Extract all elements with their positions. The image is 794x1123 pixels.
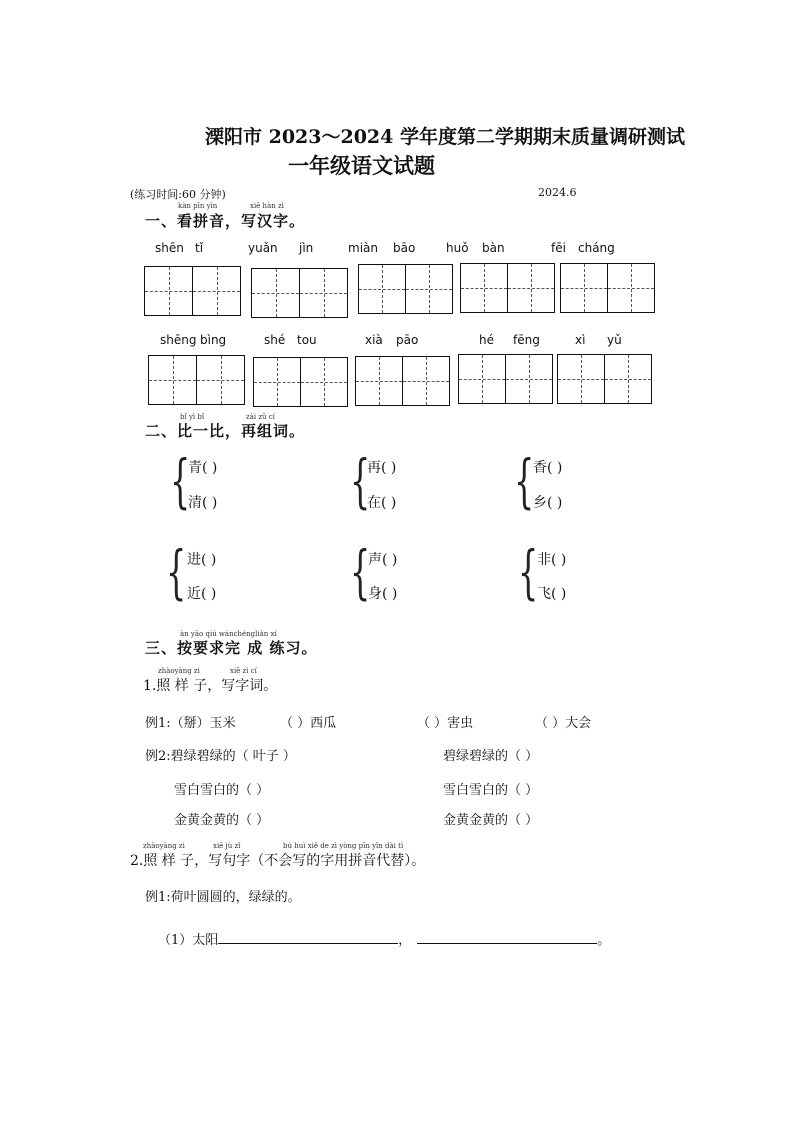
writing-cell[interactable] (403, 357, 449, 405)
q2-item-1 (158, 929, 610, 948)
section3-heading: 三、按要求完 成 练习。 (145, 639, 318, 657)
q1-ruby-1: zhàoyàng zi (158, 667, 200, 675)
writing-cell[interactable] (558, 355, 605, 403)
pinyin-6b: bìng (200, 333, 227, 347)
q2-comma: ， (398, 933, 412, 948)
pinyin-6a: shēng (160, 333, 197, 347)
time-note: (练习时间:60 分钟) (130, 188, 226, 201)
q1-example2-right-3: 金黄金黄的（ ） (443, 813, 539, 828)
q2-ruby-1: zhàoyàng zi (143, 842, 185, 850)
compare-item-2b: 在( ) (367, 495, 397, 511)
exam-subtitle: 一年级语文试题 (288, 153, 435, 178)
section2-heading: 二、比一比，再组词。 (145, 422, 306, 440)
writing-cell[interactable] (461, 264, 508, 312)
pinyin-5a: fēi (551, 241, 566, 255)
section2-ruby-2: zài zǔ cí (246, 413, 275, 421)
pinyin-7a: shé (264, 333, 286, 347)
pinyin-9a: hé (479, 333, 494, 347)
writing-cell[interactable] (561, 264, 608, 312)
section1-heading: 一、看拼音，写汉字。 (145, 212, 306, 230)
q1-example2-left-2: 雪白雪白的（ ） (174, 783, 270, 798)
writing-cell[interactable] (356, 357, 403, 405)
pinyin-5b: cháng (578, 241, 615, 255)
q1-example2-left-3: 金黄金黄的（ ） (174, 813, 270, 828)
answer-line-2[interactable] (417, 943, 597, 944)
q1-example1-d: （ ）大会 (535, 716, 592, 731)
pinyin-2a: yuǎn (248, 241, 278, 255)
q1-example1-c: （ ）害虫 (417, 716, 474, 731)
brace-icon: { (166, 538, 187, 606)
writing-cell[interactable] (252, 269, 300, 317)
pinyin-8a: xià (365, 333, 383, 347)
compare-item-1a: 青( ) (188, 460, 218, 476)
section1-ruby-2: xiě hàn zì (250, 202, 284, 210)
writing-cell[interactable] (459, 355, 506, 403)
q1-example1-b: （ ）西瓜 (280, 716, 337, 731)
q1-ruby-2: xiě zì cí (230, 667, 257, 675)
writing-cell[interactable] (300, 269, 347, 317)
brace-icon: { (350, 447, 371, 515)
writing-cell[interactable] (149, 356, 197, 404)
writing-grid-10[interactable] (557, 354, 652, 404)
writing-cell[interactable] (301, 358, 347, 406)
writing-grid-5[interactable] (560, 263, 655, 313)
pinyin-4b: bàn (482, 241, 505, 255)
writing-grid-1[interactable] (144, 266, 241, 316)
compare-item-1b: 清( ) (188, 495, 218, 511)
writing-cell[interactable] (506, 355, 552, 403)
q1-example2-right-2: 雪白雪白的（ ） (443, 783, 539, 798)
brace-icon: { (170, 447, 191, 515)
brace-icon: { (518, 538, 539, 606)
writing-cell[interactable] (508, 264, 554, 312)
writing-grid-9[interactable] (458, 354, 553, 404)
compare-item-5b: 身( ) (368, 586, 398, 602)
writing-cell[interactable] (193, 267, 240, 315)
answer-line-1[interactable] (218, 943, 398, 944)
section3-ruby: àn yāo qiú wánchéngliàn xí (180, 630, 277, 638)
pinyin-8b: pāo (396, 333, 419, 347)
q2-label: 2.照 样 子，写句字（不会写的字用拼音代替）。 (130, 853, 426, 869)
pinyin-3b: bāo (393, 241, 416, 255)
writing-cell[interactable] (406, 265, 452, 313)
section2-ruby-1: bǐ yì bǐ (180, 413, 205, 421)
brace-icon: { (514, 447, 535, 515)
writing-grid-7[interactable] (253, 357, 348, 407)
pinyin-3a: miàn (348, 241, 378, 255)
writing-cell[interactable] (254, 358, 301, 406)
compare-item-4b: 近( ) (187, 586, 217, 602)
writing-grid-8[interactable] (355, 356, 450, 406)
section1-ruby-1: kàn pīn yīn (178, 202, 218, 210)
writing-grid-2[interactable] (251, 268, 348, 318)
pinyin-10a: xì (575, 333, 586, 347)
q1-example2-right-1: 碧绿碧绿的（ ） (443, 749, 539, 764)
q2-item-prefix: （1）太阳 (158, 933, 219, 948)
writing-cell[interactable] (145, 267, 193, 315)
pinyin-2b: jìn (299, 241, 314, 255)
writing-grid-6[interactable] (148, 355, 245, 405)
pinyin-7b: tou (297, 333, 317, 347)
q2-ruby-2: xiě jù zǐ (213, 842, 241, 850)
q1-example1-a: 例1:（掰）玉米 (145, 716, 236, 731)
exam-title: 溧阳市 2023～2024 学年度第二学期期末质量调研测试 (205, 126, 685, 148)
writing-grid-4[interactable] (460, 263, 555, 313)
pinyin-9b: fēng (513, 333, 540, 347)
compare-item-6b: 飞( ) (537, 586, 567, 602)
writing-cell[interactable] (197, 356, 244, 404)
compare-item-2a: 再( ) (367, 460, 397, 476)
q2-ruby-3: bú huì xiě de zì yòng pīn yīn dài tì (283, 842, 404, 850)
pinyin-10b: yǔ (607, 333, 622, 347)
compare-item-3a: 香( ) (533, 460, 563, 476)
q2-end: 。 (597, 933, 611, 948)
writing-cell[interactable] (605, 355, 651, 403)
compare-item-5a: 声( ) (368, 552, 398, 568)
q1-label: 1.照 样 子，写字词。 (143, 678, 278, 694)
writing-cell[interactable] (608, 264, 654, 312)
q1-example2-left-1: 例2:碧绿碧绿的（ 叶子 ） (145, 749, 296, 764)
brace-icon: { (350, 538, 371, 606)
compare-item-4a: 进( ) (187, 552, 217, 568)
pinyin-1b: tǐ (195, 241, 204, 255)
compare-item-3b: 乡( ) (533, 495, 563, 511)
q2-example: 例1:荷叶圆圆的，绿绿的。 (145, 890, 301, 905)
writing-cell[interactable] (359, 265, 406, 313)
pinyin-1a: shēn (155, 241, 184, 255)
compare-item-6a: 非( ) (537, 552, 567, 568)
exam-date: 2024.6 (538, 186, 577, 199)
pinyin-4a: huǒ (446, 241, 469, 255)
writing-grid-3[interactable] (358, 264, 453, 314)
